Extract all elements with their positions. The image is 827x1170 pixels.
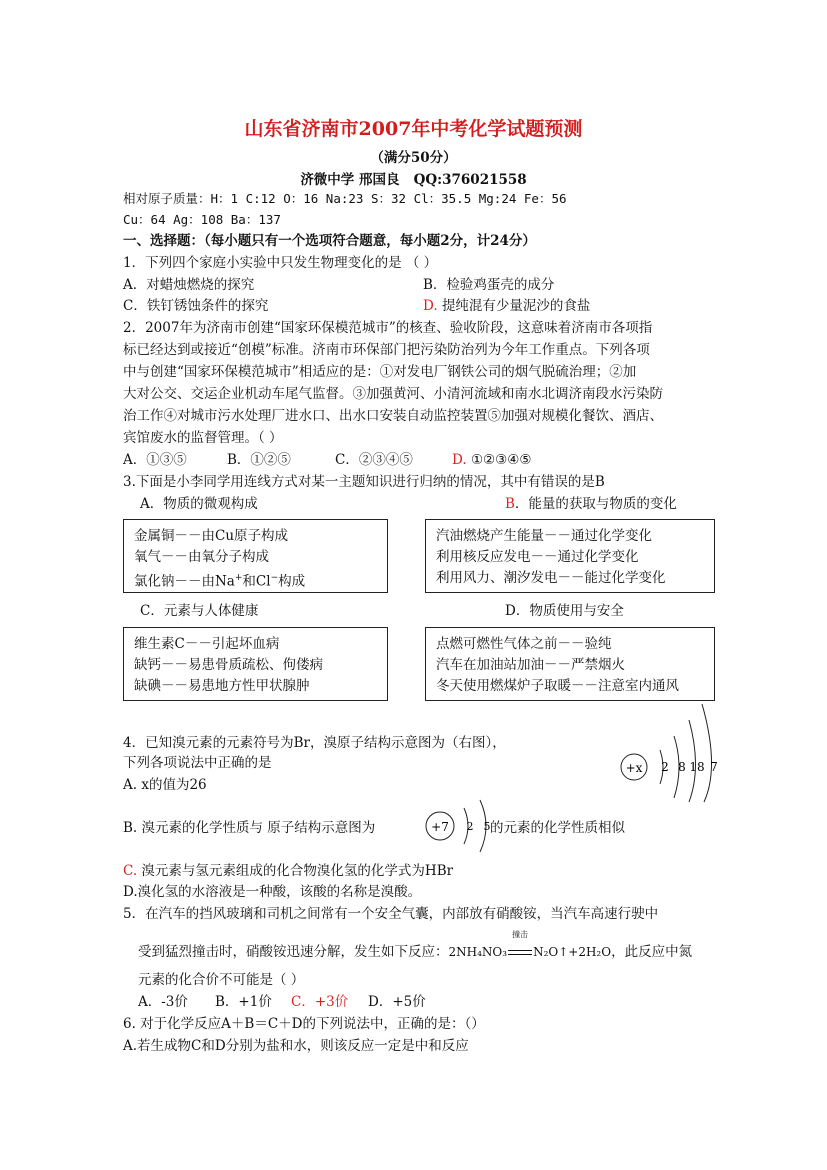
q3-box-a-line-3 <box>134 568 377 593</box>
q3-b-text: ．能量的获取与物质的变化 <box>514 496 677 512</box>
q4-option-c <box>123 861 453 881</box>
q3-box-c-line-2: 缺钙－－易患骨质疏松、佝偻病 <box>134 657 323 673</box>
bromine-shell-1-electrons: 2 <box>661 760 669 774</box>
atomic-masses-2: Cu：64 Ag：108 Ba：137 <box>123 212 281 227</box>
q1-stem: 1．下列四个家庭小实验中只发生物理变化的是 （ ） <box>123 255 438 271</box>
q5-line-2 <box>138 930 693 962</box>
section-heading: 一、选择题：（每小题只有一个选项符合题意，每小题2分，计24分） <box>123 233 536 249</box>
bromine-shell-2-electrons: 8 <box>678 760 686 774</box>
q1-option-a: A．对蜡烛燃烧的探究 <box>123 277 255 293</box>
author: 济微中学 邢国良 <box>300 172 400 188</box>
q3-title-c: C．元素与人体健康 <box>140 603 259 619</box>
q3-box-a-sup-1: + <box>234 573 243 583</box>
q3-box-a <box>123 519 388 593</box>
author-line <box>0 168 827 188</box>
q5-option-a: A．-3价 <box>138 994 188 1010</box>
small-atom-shell-1-electrons: 2 <box>466 820 474 833</box>
small-atom-nucleus-charge: +7 <box>431 820 449 834</box>
q3-box-a-line-3-part-1: 氯化钠－－由Na <box>134 573 235 590</box>
q3-b-letter: B <box>505 496 515 512</box>
q6-option-a: A.若生成物C和D分别为盐和水，则该反应一定是中和反应 <box>123 1038 469 1054</box>
q4-c-letter: C. <box>123 863 138 879</box>
q3-box-d-line-3: 冬天使用燃煤炉子取暖－－注意室内通风 <box>436 678 679 694</box>
q6-stem: 6. 对于化学反应A＋B＝C＋D的下列说法中，正确的是：（） <box>123 1016 485 1032</box>
q5-option-d: D．+5价 <box>368 994 426 1010</box>
q2-line-3: 中与创建“国家环保模范城市”相适应的是：①对发电厂钢铁公司的烟气脱硫治理；②加 <box>123 364 637 380</box>
q3-box-a-line-2: 氧气－－由氧分子构成 <box>134 549 269 565</box>
q2-line-1: 2．2007年为济南市创建“国家环保模范城市”的核查、验收阶段，这意味着济南市各项指 <box>123 320 653 336</box>
q3-box-a-sup-2: − <box>270 573 279 583</box>
q4-option-a: A. x的值为26 <box>123 777 207 793</box>
equation-right: N₂O↑+2H₂O <box>533 945 612 959</box>
q2-option-d <box>452 450 531 470</box>
q3-box-b-line-3: 利用风力、潮汐发电－－能过化学变化 <box>436 570 666 586</box>
q4-c-text: 溴元素与氢元素组成的化合物溴化氢的化学式为HBr <box>137 863 454 879</box>
qq: QQ:376021558 <box>413 172 527 188</box>
q2-line-5: 治工作④对城市污水处理厂进水口、出水口安装自动监控装置⑤加强对规模化餐饮、酒店、 <box>123 408 663 424</box>
q2-option-a: A．①③⑤ <box>123 452 187 468</box>
bromine-shell-4-electrons: 7 <box>710 760 718 774</box>
q5-option-b: B．+1价 <box>215 994 272 1010</box>
q3-box-a-line-1: 金属铜－－由Cu原子构成 <box>134 528 289 544</box>
small-atom-shell-2-electrons: 5 <box>483 820 491 833</box>
q3-title-a: A．物质的微观构成 <box>140 496 258 512</box>
q2-option-b: B．①②⑤ <box>227 452 291 468</box>
q1-d-text: 提纯混有少量泥沙的食盐 <box>441 298 591 314</box>
equation-arrow <box>507 930 533 962</box>
bromine-atom-diagram <box>610 690 730 805</box>
equation <box>448 930 612 962</box>
equation-left: 2NH₄NO₃ <box>448 945 508 959</box>
q5-line-1: 5．在汽车的挡风玻璃和司机之间常有一个安全气囊，内部放有硝酸铵，当汽车高速行驶中 <box>123 906 659 922</box>
equation-equals-sign <box>508 950 532 955</box>
page-title: 山东省济南市2007年中考化学试题预测 <box>244 118 583 140</box>
q3-box-b-line-2: 利用核反应发电－－通过化学变化 <box>436 549 639 565</box>
q4-stem-2: 下列各项说法中正确的是 <box>123 755 272 771</box>
q2-d-text: ①②③④⑤ <box>470 452 532 468</box>
q2-line-4: 大对公交、交运企业机动车尾气监督。③加强黄河、小清河流域和南水北调济南段水污染防 <box>123 386 663 402</box>
bromine-nucleus-charge: +x <box>625 761 643 775</box>
q2-line-6: 宾馆废水的监督管理。（ ） <box>123 430 283 446</box>
q3-box-a-line-3-part-3: 构成 <box>278 573 306 590</box>
q3-box-c <box>123 627 388 701</box>
q1-option-d <box>423 296 590 316</box>
q3-title-d: D．物质使用与安全 <box>505 603 624 619</box>
q1-option-c: C．铁钉锈蚀条件的探究 <box>123 298 269 314</box>
q2-option-c: C．②③④⑤ <box>335 452 413 468</box>
q5-option-c: C．+3价 <box>291 994 349 1010</box>
q1-d-letter: D. <box>423 298 438 314</box>
q3-stem: 3.下面是小李同学用连线方式对某一主题知识进行归纳的情况，其中有错误的是B <box>123 474 605 490</box>
q4-option-d: D.溴化氢的水溶液是一种酸，该酸的名称是溴酸。 <box>123 884 422 900</box>
q3-box-a-line-3-part-2: 和Cl <box>242 573 271 590</box>
q3-box-b-line-1: 汽油燃烧产生能量－－通过化学变化 <box>436 528 652 544</box>
score-note: （满分50分） <box>370 150 457 166</box>
q4-option-b-pre: B. 溴元素的化学性质与 原子结构示意图为 <box>123 820 376 836</box>
q3-title-b <box>505 494 677 514</box>
q3-box-c-line-3: 缺碘－－易患地方性甲状腺肿 <box>134 678 310 694</box>
atomic-masses-1: 相对原子质量：H：1 C:12 O：16 Na:23 S：32 Cl：35.5 Mg:24 Fe：56 <box>123 191 567 206</box>
q2-line-2: 标已经达到或接近“创模”标准。济南市环保部门把污染防治列为今年工作重点。下列各项 <box>123 342 650 358</box>
q3-box-c-line-1: 维生素C－－引起坏血病 <box>134 636 280 652</box>
q2-d-letter: D. <box>452 452 467 468</box>
q5-line-2-post: ，此反应中氮 <box>611 944 693 960</box>
bromine-shell-3-electrons: 18 <box>689 760 705 774</box>
small-atom-diagram <box>420 796 500 856</box>
equation-condition: 撞击 <box>512 930 529 939</box>
q5-line-3: 元素的化合价不可能是（ ） <box>138 972 305 988</box>
bromine-shell-4 <box>702 704 712 802</box>
q3-box-d-line-1: 点燃可燃性气体之前－－验纯 <box>436 636 612 652</box>
q3-box-b <box>425 519 715 593</box>
q4-stem: 4．已知溴元素的元素符号为Br，溴原子结构示意图为（右图）， <box>123 735 506 751</box>
q3-box-d-line-2: 汽车在加油站加油－－严禁烟火 <box>436 657 625 673</box>
q5-line-2-pre: 受到猛烈撞击时，硝酸铵迅速分解，发生如下反应： <box>138 944 449 960</box>
q4-option-b-post: 的元素的化学性质相似 <box>490 820 625 836</box>
q1-option-b: B．检验鸡蛋壳的成分 <box>423 277 555 293</box>
